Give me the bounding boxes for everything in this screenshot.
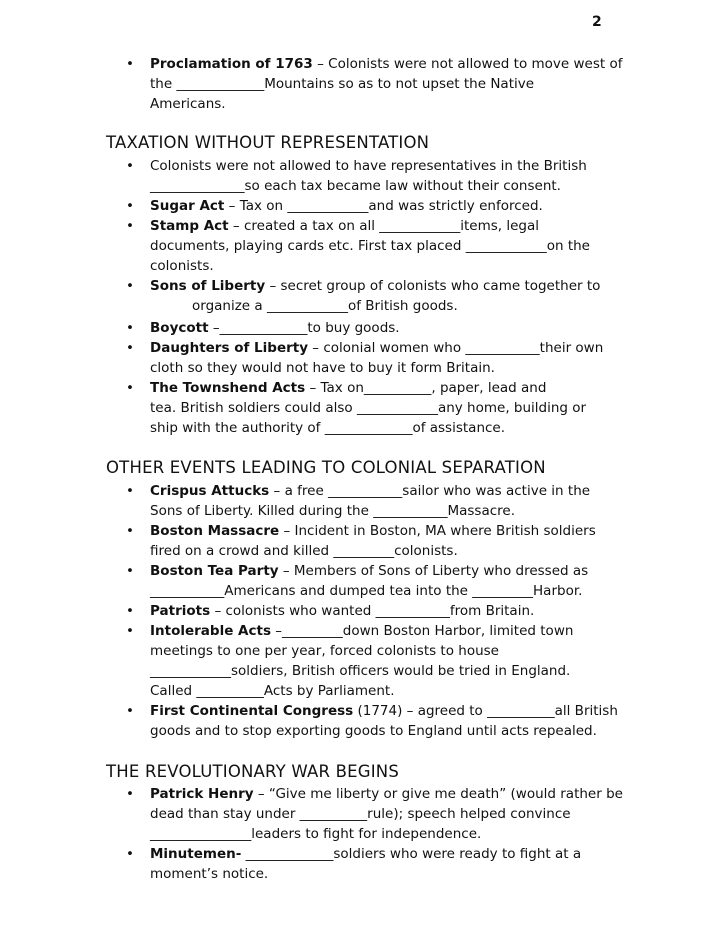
text: colonists. <box>150 258 214 274</box>
list-item-line <box>192 296 728 316</box>
list-item-line <box>150 256 728 276</box>
text: (1774) – agreed to __________all British <box>353 703 618 719</box>
list-item-line <box>150 541 728 561</box>
list-item-line <box>150 481 728 501</box>
list-item <box>0 338 728 378</box>
list-item <box>0 276 728 316</box>
text: ___________Americans and dumped tea into the _________Harbor. <box>150 583 583 599</box>
list-item-line <box>150 824 728 844</box>
list-item-line <box>150 176 728 196</box>
term: Daughters of Liberty <box>150 340 309 356</box>
list-item-line <box>150 601 728 621</box>
list-item-line <box>150 338 728 358</box>
list-item-line <box>150 276 728 296</box>
list-item <box>0 701 728 741</box>
text: Sons of Liberty. Killed during the ___________Massacre. <box>150 503 515 519</box>
term: Patrick Henry <box>150 786 254 802</box>
bullet-icon: • <box>126 846 134 862</box>
text: Colonists were not allowed to have representatives in the British <box>150 158 587 174</box>
list-item-line <box>150 844 728 864</box>
bullet-icon: • <box>126 278 134 294</box>
list-item-line <box>150 418 728 438</box>
text: – created a tax on all ____________items, legal <box>228 218 540 234</box>
text: _____________soldiers who were ready to fight at a <box>241 846 582 862</box>
bullet-icon: • <box>126 218 134 234</box>
text: – Members of Sons of Liberty who dressed as <box>278 563 589 579</box>
bullet-icon: • <box>126 563 134 579</box>
text: fired on a crowd and killed _________colonists. <box>150 543 458 559</box>
bullet-icon: • <box>126 158 134 174</box>
bullet-icon: • <box>126 320 134 336</box>
list-item-line <box>150 501 728 521</box>
section-heading: THE REVOLUTIONARY WAR BEGINS <box>106 762 399 781</box>
text: –_____________to buy goods. <box>208 320 400 336</box>
list-item-line <box>150 581 728 601</box>
text: –_________down Boston Harbor, limited town <box>271 623 574 639</box>
term: Boycott <box>150 320 209 336</box>
text: tea. British soldiers could also ____________any home, building or <box>150 400 587 416</box>
section-heading: TAXATION WITHOUT REPRESENTATION <box>106 133 430 152</box>
text: – a free ___________sailor who was active in the <box>269 483 591 499</box>
page-number: 2 <box>592 14 602 30</box>
text: meetings to one per year, forced colonists to house <box>150 643 499 659</box>
bullet-icon: • <box>126 703 134 719</box>
text: ship with the authority of _____________of assistance. <box>150 420 506 436</box>
text: the _____________Mountains so as to not upset the Native <box>150 76 535 92</box>
text: goods and to stop exporting goods to England until acts repealed. <box>150 723 597 739</box>
term: Boston Massacre <box>150 523 280 539</box>
list-item <box>0 521 728 561</box>
bullet-icon: • <box>126 198 134 214</box>
list-item-line <box>150 216 728 236</box>
list-item <box>0 318 728 338</box>
list-item <box>0 601 728 621</box>
text: – colonial women who ___________their own <box>308 340 604 356</box>
bullet-icon: • <box>126 483 134 499</box>
list-item <box>0 784 728 844</box>
bullet-icon: • <box>126 623 134 639</box>
list-item <box>0 216 728 276</box>
section-heading: OTHER EVENTS LEADING TO COLONIAL SEPARATION <box>106 458 546 477</box>
list-item-line <box>150 701 728 721</box>
list-item <box>0 54 728 114</box>
term: Stamp Act <box>150 218 229 234</box>
list-item-line <box>150 74 728 94</box>
term: First Continental Congress <box>150 703 354 719</box>
list-item-line <box>150 398 728 418</box>
text: – Tax on ____________and was strictly enforced. <box>224 198 543 214</box>
list-item-line <box>150 318 728 338</box>
list-item-line <box>150 196 728 216</box>
list-item <box>0 378 728 438</box>
term: Sons of Liberty <box>150 278 266 294</box>
text: dead than stay under __________rule); speech helped convince <box>150 806 571 822</box>
list-item-line <box>150 864 728 884</box>
term: Intolerable Acts <box>150 623 271 639</box>
bullet-icon: • <box>126 523 134 539</box>
text: – “Give me liberty or give me death” (would rather be <box>253 786 623 802</box>
bullet-icon: • <box>126 340 134 356</box>
list-item-line <box>150 54 728 74</box>
list-item-line <box>150 641 728 661</box>
text: Called __________Acts by Parliament. <box>150 683 395 699</box>
list-item-line <box>150 721 728 741</box>
list-item-line <box>150 378 728 398</box>
list-item-line <box>150 661 728 681</box>
list-item-line <box>150 804 728 824</box>
list-item-line <box>150 94 728 114</box>
text: _______________leaders to fight for independence. <box>150 826 482 842</box>
term: The Townshend Acts <box>150 380 306 396</box>
list-item-line <box>150 521 728 541</box>
text: – Incident in Boston, MA where British soldiers <box>279 523 596 539</box>
text: – colonists who wanted ___________from Britain. <box>210 603 535 619</box>
list-item-line <box>150 681 728 701</box>
text: ____________soldiers, British officers would be tried in England. <box>150 663 571 679</box>
text: – Tax on__________, paper, lead and <box>305 380 547 396</box>
term: Patriots <box>150 603 211 619</box>
text: organize a ____________of British goods. <box>192 298 458 314</box>
text: documents, playing cards etc. First tax placed ____________on the <box>150 238 590 254</box>
list-item <box>0 156 728 196</box>
list-item <box>0 196 728 216</box>
bullet-icon: • <box>126 786 134 802</box>
list-item-line <box>150 621 728 641</box>
text: – Colonists were not allowed to move west of <box>312 56 623 72</box>
text: moment’s notice. <box>150 866 269 882</box>
list-item-line <box>150 236 728 256</box>
term: Proclamation of 1763 <box>150 56 313 72</box>
list-item <box>0 844 728 884</box>
list-item <box>0 561 728 601</box>
text: – secret group of colonists who came together to <box>265 278 601 294</box>
list-item <box>0 481 728 521</box>
term: Crispus Attucks <box>150 483 270 499</box>
bullet-icon: • <box>126 380 134 396</box>
list-item <box>0 621 728 701</box>
list-item-line <box>150 156 728 176</box>
bullet-icon: • <box>126 56 134 72</box>
term: Boston Tea Party <box>150 563 279 579</box>
text: ______________so each tax became law without their consent. <box>150 178 561 194</box>
bullet-icon: • <box>126 603 134 619</box>
text: cloth so they would not have to buy it form Britain. <box>150 360 495 376</box>
list-item-line <box>150 784 728 804</box>
list-item-line <box>150 358 728 378</box>
text: Americans. <box>150 96 226 112</box>
term: Minutemen- <box>150 846 242 862</box>
term: Sugar Act <box>150 198 225 214</box>
list-item-line <box>150 561 728 581</box>
